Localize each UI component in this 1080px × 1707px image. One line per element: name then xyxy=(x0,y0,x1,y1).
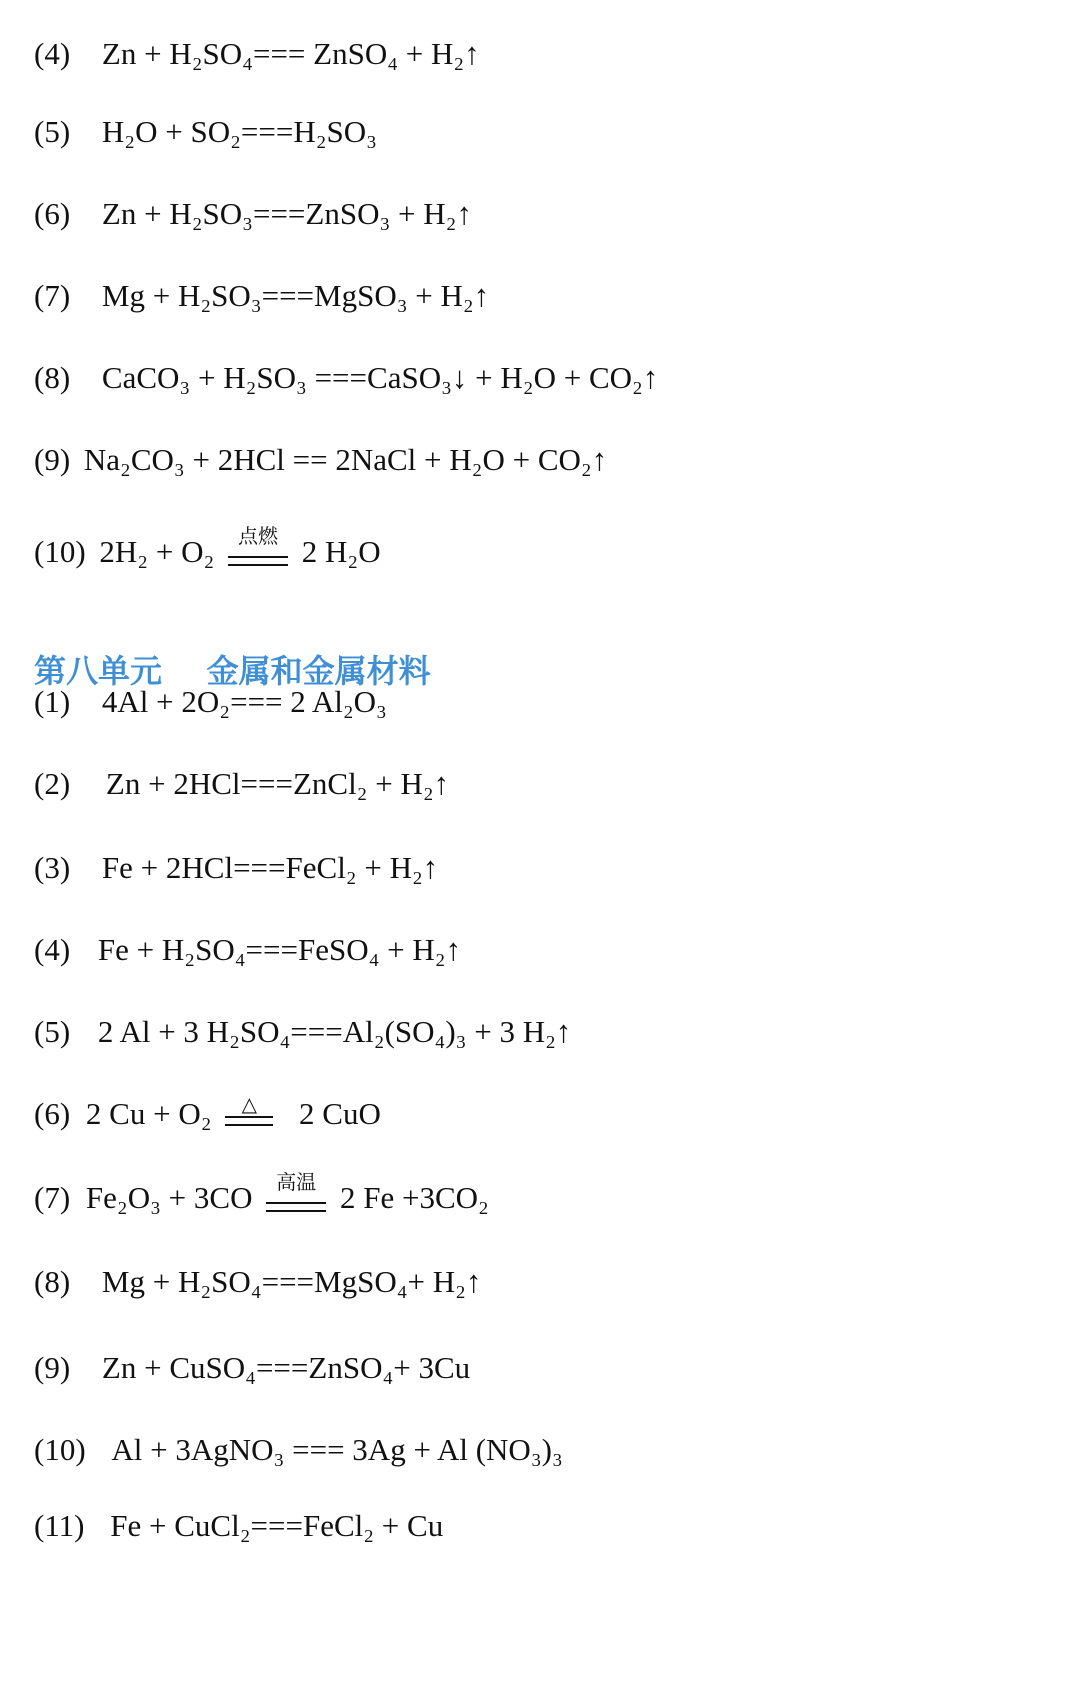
section-heading: 第八单元 金属和金属材料 xyxy=(34,652,431,690)
equation-formula: Zn + 2HCl===ZnCl₂ + H₂↑ xyxy=(105,766,450,801)
equation-formula: Mg + H₂SO₄===MgSO₄+ H₂↑ xyxy=(101,1264,482,1299)
equation-row xyxy=(34,1091,381,1132)
equation-row xyxy=(34,1510,443,1541)
equation-formula: Mg + H₂SO₃===MgSO₃ + H₂↑ xyxy=(101,278,490,313)
equation-formula: Fe + H₂SO₄===FeSO₄ + H₂↑ xyxy=(97,932,462,967)
equation-number: (7) xyxy=(34,1180,71,1215)
equation-right: 2 Fe +3CO₂ xyxy=(339,1180,489,1215)
double-line xyxy=(225,1116,273,1126)
equation-left: Fe₂O₃ + 3CO xyxy=(85,1180,253,1215)
reaction-condition xyxy=(225,1091,273,1132)
equation-row xyxy=(34,362,658,393)
double-line xyxy=(266,1202,326,1212)
equation-formula: Al + 3AgNO₃ === 3Ag + Al (NO₃)₃ xyxy=(111,1432,563,1467)
reaction-condition xyxy=(266,1169,326,1216)
equation-row xyxy=(34,1016,571,1047)
equation-number: (7) xyxy=(34,278,71,313)
equation-number: (6) xyxy=(34,196,71,231)
equation-row xyxy=(34,1169,489,1216)
equation-formula: 2 Al + 3 H₂SO₄===Al₂(SO₄)₃ + 3 H₂↑ xyxy=(97,1014,572,1049)
equation-row xyxy=(34,444,607,475)
condition-label: 点燃 xyxy=(238,523,279,548)
equation-formula: Fe + CuCl₂===FeCl₂ + Cu xyxy=(110,1508,444,1543)
equation-number: (8) xyxy=(34,360,71,395)
equation-number: (2) xyxy=(34,766,71,801)
equation-number: (5) xyxy=(34,1014,71,1049)
equation-right: 2 CuO xyxy=(299,1096,381,1131)
equation-number: (3) xyxy=(34,850,71,885)
equation-formula: Fe + 2HCl===FeCl₂ + H₂↑ xyxy=(101,850,439,885)
equation-formula: Zn + H₂SO₃===ZnSO₃ + H₂↑ xyxy=(101,196,472,231)
equation-number: (1) xyxy=(34,684,71,719)
reaction-condition xyxy=(228,523,288,570)
equation-row xyxy=(34,768,449,799)
equation-number: (10) xyxy=(34,1432,86,1467)
equation-row xyxy=(34,852,438,883)
equation-row xyxy=(34,116,377,147)
equation-row xyxy=(34,1434,563,1465)
heat-symbol: △ xyxy=(241,1091,257,1116)
equation-number: (8) xyxy=(34,1264,71,1299)
equation-formula: Zn + CuSO₄===ZnSO₄+ 3Cu xyxy=(101,1350,471,1385)
double-line xyxy=(228,556,288,566)
equation-formula: 4Al + 2O₂=== 2 Al₂O₃ xyxy=(101,684,387,719)
equation-right: 2 H₂O xyxy=(301,534,381,569)
equation-row xyxy=(34,38,480,69)
equation-number: (11) xyxy=(34,1508,85,1543)
equation-row xyxy=(34,523,381,570)
equation-left: 2 Cu + O₂ xyxy=(85,1096,212,1131)
equation-number: (4) xyxy=(34,36,71,71)
equation-number: (4) xyxy=(34,932,71,967)
equation-number: (6) xyxy=(34,1096,71,1131)
condition-label: 高温 xyxy=(276,1169,317,1194)
equation-formula: Zn + H₂SO₄=== ZnSO₄ + H₂↑ xyxy=(101,36,480,71)
equation-formula: CaCO₃ + H₂SO₃ ===CaSO₃↓ + H₂O + CO₂↑ xyxy=(101,360,659,395)
equation-number: (5) xyxy=(34,114,71,149)
equation-formula: Na₂CO₃ + 2HCl == 2NaCl + H₂O + CO₂↑ xyxy=(83,442,608,477)
equation-number: (9) xyxy=(34,442,71,477)
equation-left: 2H₂ + O₂ xyxy=(99,534,215,569)
equation-number: (10) xyxy=(34,534,86,569)
equation-formula: H₂O + SO₂===H₂SO₃ xyxy=(101,114,377,149)
equation-row xyxy=(34,686,387,717)
equation-row xyxy=(34,280,489,311)
equation-row xyxy=(34,1266,481,1297)
equation-row xyxy=(34,198,472,229)
equation-row xyxy=(34,934,461,965)
equation-row xyxy=(34,1352,470,1383)
equation-number: (9) xyxy=(34,1350,71,1385)
